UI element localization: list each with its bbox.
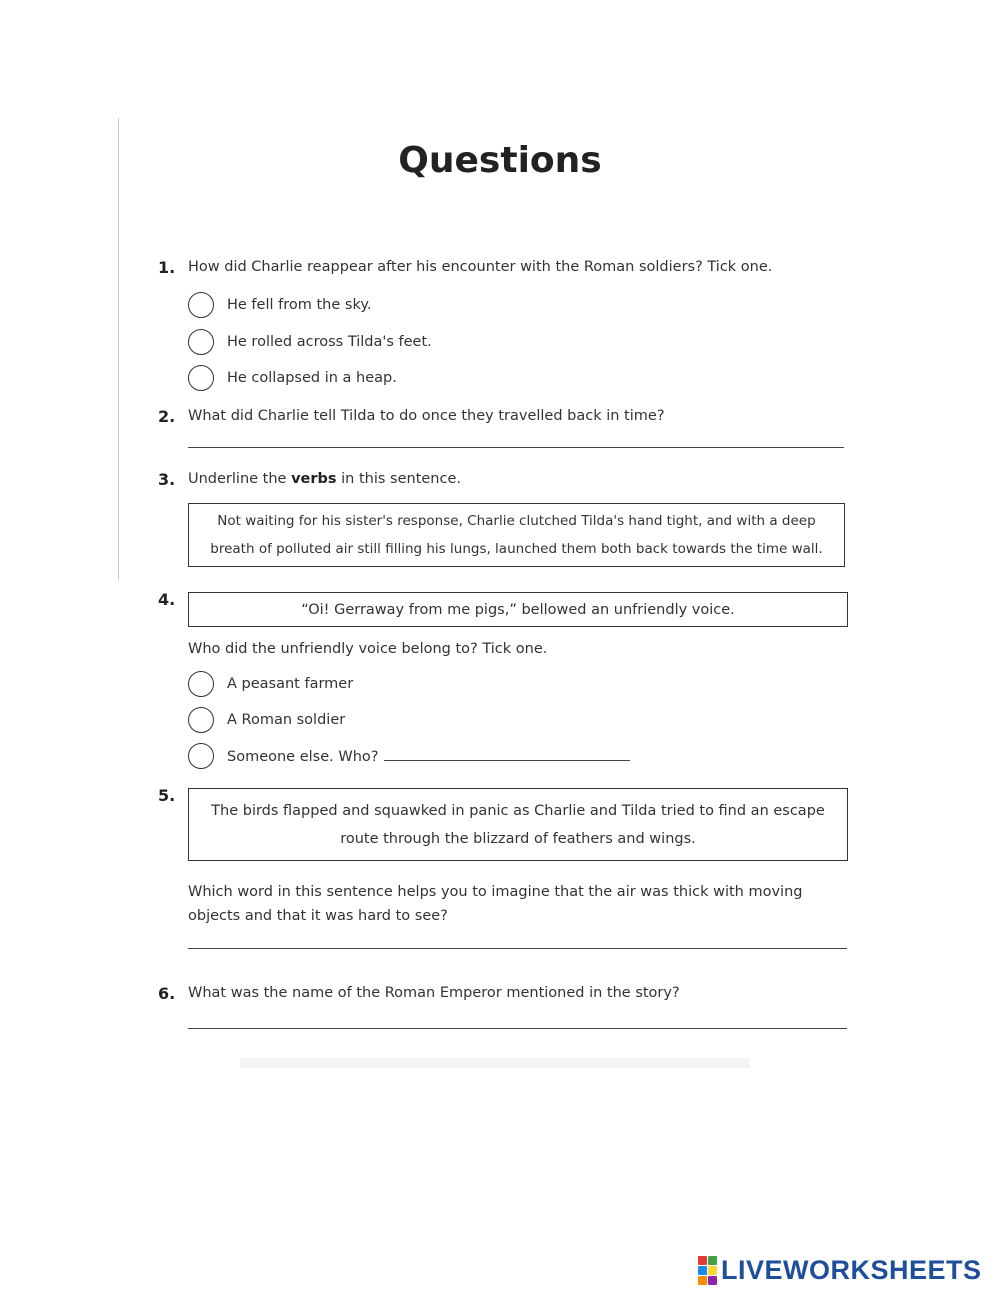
question-1-text: How did Charlie reappear after his encounter with the Roman soldiers? Tick one.	[188, 259, 773, 275]
q1-option-1-radio[interactable]	[188, 292, 214, 318]
question-6-text: What was the name of the Roman Emperor mentioned in the story?	[188, 985, 680, 1001]
q3-sentence-box	[188, 503, 845, 567]
q5-box-line-2: route through the blizzard of feathers and wings.	[340, 830, 696, 847]
q1-option-3-label: He collapsed in a heap.	[227, 370, 397, 386]
q4-option-2-radio[interactable]	[188, 707, 214, 733]
q4-option-3-label	[227, 748, 630, 765]
q6-answer-line[interactable]	[188, 1028, 847, 1029]
question-3-text	[188, 471, 461, 487]
question-3-number: 3.	[158, 470, 176, 489]
q3-box-line-2[interactable]: breath of polluted air still filling his lungs, launched them both back towards the time wall.	[210, 541, 823, 557]
q5-sentence-box	[188, 788, 848, 861]
question-4-number: 4.	[158, 590, 176, 609]
q4-quote-box	[188, 592, 848, 627]
q3-text-bold: verbs	[291, 471, 337, 487]
q4-quote: “Oi! Gerraway from me pigs,” bellowed an unfriendly voice.	[301, 601, 735, 618]
question-2-text: What did Charlie tell Tilda to do once they travelled back in time?	[188, 408, 665, 424]
q3-box-line-1[interactable]: Not waiting for his sister's response, Charlie clutched Tilda's hand tight, and with a deep	[217, 513, 816, 529]
margin-line	[118, 118, 119, 580]
faint-band	[240, 1058, 750, 1068]
logo-text: LIVEWORKSHEETS	[721, 1254, 982, 1285]
q4-option-2-label: A Roman soldier	[227, 712, 346, 728]
q1-option-2[interactable]	[188, 328, 432, 356]
q4-option-1-radio[interactable]	[188, 671, 214, 697]
question-5-text	[188, 880, 848, 928]
question-5-number: 5.	[158, 786, 176, 805]
q4-option-3[interactable]	[188, 742, 630, 770]
q4-option-2[interactable]	[188, 706, 345, 734]
logo-mark-icon	[698, 1256, 717, 1285]
q1-option-1-label: He fell from the sky.	[227, 297, 372, 313]
q5-text-line-2: objects and that it was hard to see?	[188, 908, 448, 924]
question-2-number: 2.	[158, 407, 176, 426]
q4-option-3-text: Someone else. Who?	[227, 748, 379, 765]
q1-option-3[interactable]	[188, 364, 397, 392]
q1-option-2-label: He rolled across Tilda's feet.	[227, 334, 432, 350]
question-6-number: 6.	[158, 984, 176, 1003]
q1-option-1[interactable]	[188, 291, 371, 319]
q4-option-3-radio[interactable]	[188, 743, 214, 769]
q4-who-answer-line[interactable]	[384, 748, 630, 761]
q3-text-before: Underline the	[188, 471, 292, 487]
q5-answer-line[interactable]	[188, 948, 847, 949]
question-1-number: 1.	[158, 258, 176, 277]
q5-box-line-1: The birds flapped and squawked in panic as Charlie and Tilda tried to find an escape	[211, 802, 825, 819]
q1-option-2-radio[interactable]	[188, 329, 214, 355]
q3-text-after: in this sentence.	[336, 471, 461, 487]
q4-option-1[interactable]	[188, 670, 353, 698]
q5-text-line-1: Which word in this sentence helps you to imagine that the air was thick with moving	[188, 884, 803, 900]
q4-option-1-label: A peasant farmer	[227, 676, 354, 692]
q1-option-3-radio[interactable]	[188, 365, 214, 391]
question-4-text: Who did the unfriendly voice belong to? Tick one.	[188, 641, 548, 657]
liveworksheets-logo	[698, 1255, 982, 1285]
page-title: Questions	[398, 140, 602, 181]
q2-answer-line[interactable]	[188, 447, 844, 448]
